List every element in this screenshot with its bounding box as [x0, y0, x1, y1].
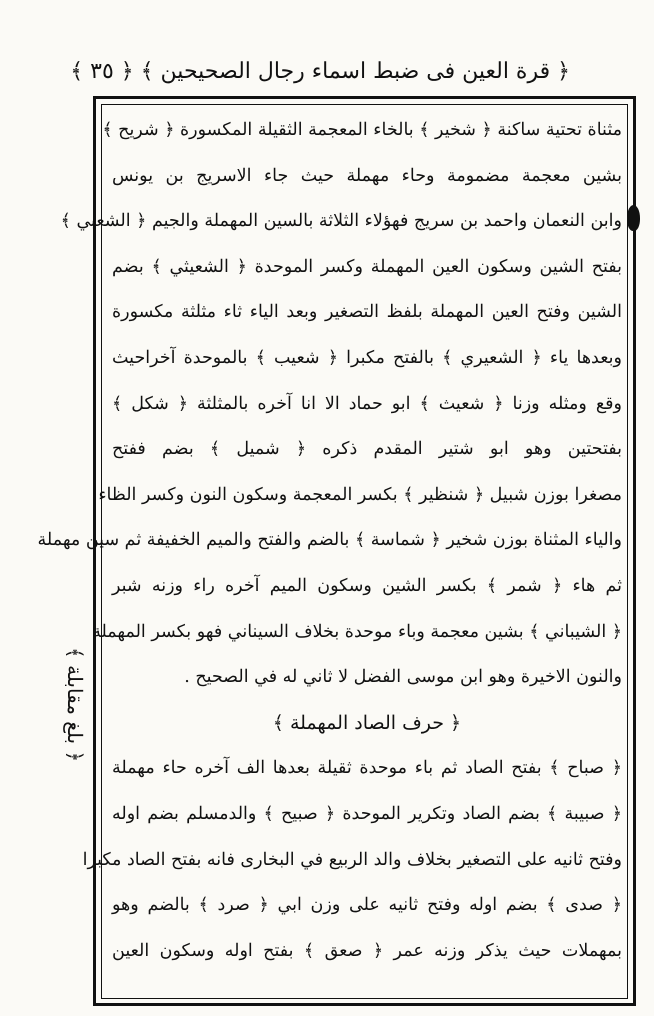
- text-line: وابن النعمان واحمد بن سريج فهؤلاء الثلاثة بالسين المهملة والجيم ﴿ الشعبي ﴾: [60, 211, 622, 232]
- text-line: ﴿ صباح ﴾ بفتح الصاد ثم باء موحدة ثقيلة بعدها الف آخره حاء مهملة: [112, 758, 622, 779]
- text-line: وبعدها ياء ﴿ الشعيري ﴾ بالفتح مكبرا ﴿ شعيب ﴾ بالموحدة آخراحيث: [112, 347, 622, 368]
- text-line: الشين وفتح العين المهملة بلفظ التصغير وبعد الياء ثاء مثلثة مكسورة: [112, 302, 622, 323]
- text-line: مصغرا بوزن شبيل ﴿ شنظير ﴾ بكسر المعجمة وسكون النون وكسر الظاء: [98, 484, 622, 505]
- text-line: وقع ومثله وزنا ﴿ شعيث ﴾ ابو حماد الا انا آخره بالمثلثة ﴿ شكل ﴾: [112, 393, 622, 414]
- text-line: والياء المثناة بوزن شخير ﴿ شماسة ﴾ بالضم والفتح والميم الخفيفة ثم سين مهملة: [37, 530, 622, 551]
- text-line: ﴿ الشيباني ﴾ بشين معجمة وباء موحدة بخلاف السيناني فهو بكسر المهملة: [92, 621, 622, 642]
- text-line: بفتح الشين وسكون العين المهملة وكسر الموحدة ﴿ الشعيثي ﴾ بضم: [112, 256, 622, 277]
- text-line: ﴿ صبيبة ﴾ بضم الصاد وتكرير الموحدة ﴿ صبيح ﴾ والدمسلم بضم اوله: [112, 803, 622, 824]
- text-line: وفتح ثانيه على التصغير بخلاف والد الربيع في البخارى فانه بفتح الصاد مكبرا: [82, 849, 622, 870]
- text-line: ﴿ صدى ﴾ بضم اوله وفتح ثانيه على وزن ابي ﴿ صرد ﴾ بالضم وهو: [112, 895, 622, 916]
- ink-blot: [627, 205, 640, 231]
- text-line: بشين معجمة مضمومة وحاء مهملة حيث جاء الاسريج بن يونس: [112, 165, 622, 186]
- running-header: ﴿ قرة العين فى ضبط اسماء رجال الصحيحين ﴾ ﴿ ٣٥ ﴾: [70, 59, 570, 84]
- text-line: ثم هاء ﴿ شمر ﴾ بكسر الشين وسكون الميم آخره راء وزنه شبر: [112, 575, 622, 596]
- text-line: مثناة تحتية ساكنة ﴿ شخير ﴾ بالخاء المعجمة الثقيلة المكسورة ﴿ شريح ﴾: [102, 120, 622, 140]
- text-line: بمهملات حيث يذكر وزنه عمر ﴿ صعق ﴾ بفتح اوله وسكون العين: [112, 940, 622, 961]
- text-line: والنون الاخيرة وهو ابن موسى الفضل لا ثاني له في الصحيح .: [184, 667, 622, 688]
- text-line: بفتحتين وهو ابو شتير المقدم ذكره ﴿ شميل ﴾ بضم ففتح: [112, 439, 622, 460]
- section-heading: ﴿ حرف الصاد المهملة ﴾: [272, 711, 462, 734]
- margin-note: ﴿ بلغ مقابلة ﴾: [63, 647, 87, 763]
